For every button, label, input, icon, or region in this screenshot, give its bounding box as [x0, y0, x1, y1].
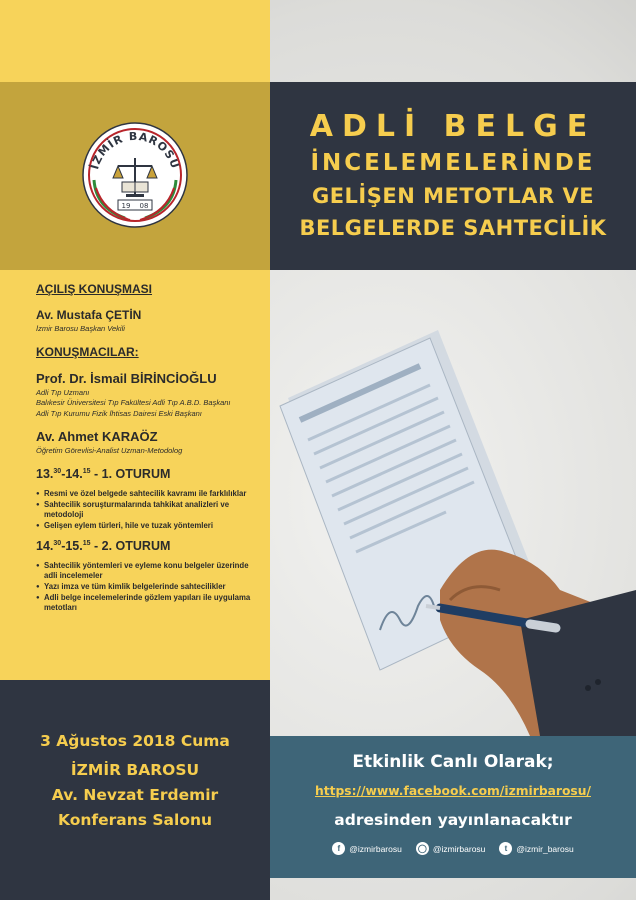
speaker-1-titles [36, 388, 260, 420]
logo-year-right: 08 [139, 202, 149, 210]
event-date: 3 Ağustos 2018 Cuma [40, 732, 230, 750]
facebook-link[interactable] [332, 842, 402, 855]
title-line-1: ADLİ BELGE [309, 109, 597, 144]
session-2-title: 14.30-15.15 - 2. OTURUM [36, 538, 171, 553]
list-item: ● Adli belge incelemelerinde gözlem yapıları ile uygulama metotları [36, 593, 260, 613]
list-item: ● Resmi ve özel belgede sahtecilik kavramı ile farklılıklar [36, 489, 260, 499]
session-1-title: 13.30-14.15 - 1. OTURUM [36, 466, 171, 481]
list-item: ● Gelişen eylem türleri, hile ve tuzak yöntemleri [36, 521, 260, 531]
logo-year-left: 19 [121, 202, 131, 210]
top-yellow-block [0, 0, 270, 82]
speaker-2-name: Av. Ahmet KARAÖZ [36, 429, 158, 444]
logo-text: İZMİR BAROSU [88, 129, 182, 171]
instagram-link[interactable] [416, 842, 486, 855]
twitter-link[interactable] [499, 842, 573, 855]
facebook-icon: f [332, 842, 345, 855]
event-title [270, 82, 636, 270]
social-links [270, 842, 636, 855]
title-line-3: GELİŞEN METOTLAR VE [311, 184, 595, 208]
facebook-url-link[interactable]: https://www.facebook.com/izmirbarosu/ [314, 784, 591, 798]
opening-speaker-title: İzmir Barosu Başkan Vekili [36, 324, 125, 333]
title-line-2: İNCELEMELERİNDE [310, 150, 596, 176]
speaker-1-title-line: Adli Tıp Kurumu Fizik İhtisas Dairesi Eski Başkanı [36, 408, 202, 418]
session-2-topics [36, 561, 260, 613]
twitter-handle: @izmir_barosu [516, 843, 574, 854]
opening-heading: AÇILIŞ KONUŞMASI [36, 282, 153, 296]
venue-line-2: Av. Nevzat Erdemir [51, 786, 219, 804]
list-item: ● Yazı imza ve tüm kimlik belgelerinde sahtecilikler [36, 582, 260, 592]
facebook-handle: @izmirbarosu [349, 843, 402, 854]
speakers-heading: KONUŞMACILAR: [36, 344, 139, 359]
live-stream-panel [270, 736, 636, 878]
instagram-icon: ◯ [416, 842, 429, 855]
twitter-icon: t [499, 842, 512, 855]
live-subtitle: adresinden yayınlanacaktır [334, 811, 572, 829]
session-1-topics [36, 489, 260, 531]
opening-speaker-name: Av. Mustafa ÇETİN [36, 308, 142, 322]
speaker-1-title-line: Balıkesir Üniversitesi Tıp Fakültesi Adli Tıp A.B.D. Başkanı [36, 398, 231, 407]
venue-line-3: Konferans Salonu [57, 811, 213, 829]
venue-line-1: İZMİR BAROSU [70, 761, 200, 779]
list-item: ● Sahtecilik soruşturmalarında tahkikat analizleri ve metodoloji [36, 500, 260, 520]
document-signing-illustration [270, 290, 636, 736]
izmir-barosu-logo [80, 120, 190, 230]
speaker-2-title: Öğretim Görevlisi-Analist Uzman-Metodolog [36, 446, 183, 455]
speaker-1-title-line: Adli Tıp Uzmanı [36, 387, 90, 397]
live-title: Etkinlik Canlı Olarak; [352, 752, 554, 772]
program-panel [0, 270, 270, 680]
hand-icon [440, 550, 636, 736]
title-line-4: BELGELERDE SAHTECİLİK [299, 216, 607, 240]
speaker-1-name: Prof. Dr. İsmail BİRİNCİOĞLU [36, 370, 217, 386]
instagram-handle: @izmirbarosu [432, 843, 486, 854]
list-item: ● Sahtecilik yöntemleri ve eyleme konu belgeler üzerinde adli incelemeler [36, 561, 260, 581]
event-date-venue [0, 730, 270, 833]
